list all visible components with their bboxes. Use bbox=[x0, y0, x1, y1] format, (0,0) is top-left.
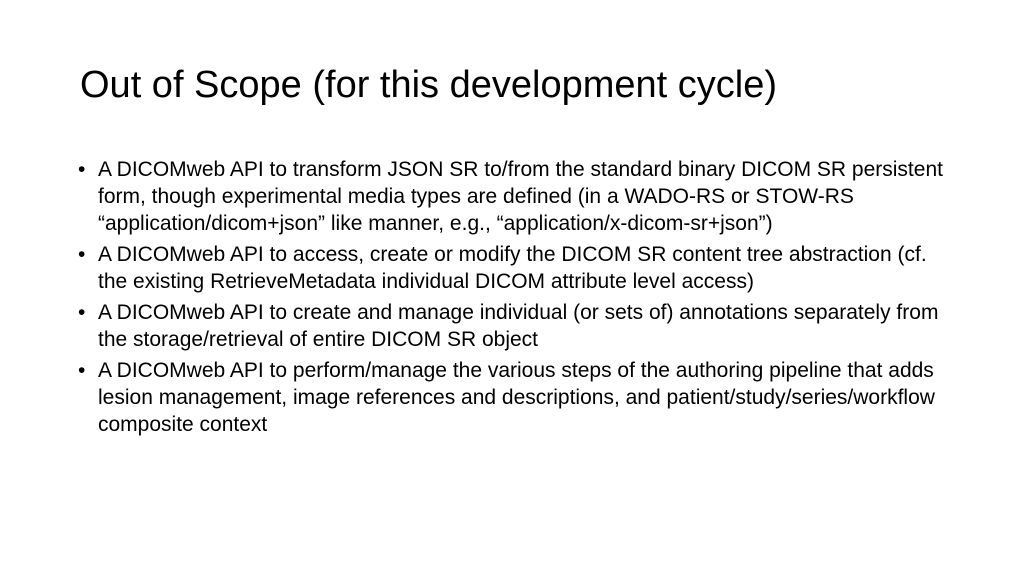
bullet-item bbox=[76, 299, 956, 353]
bullet-item bbox=[76, 241, 956, 295]
bullet-marker: • bbox=[78, 359, 86, 382]
bullet-item bbox=[76, 156, 956, 237]
bullet-item bbox=[76, 357, 956, 438]
bullet-text: A DICOMweb API to access, create or modify the DICOM SR content tree abstraction (cf. the existing RetrieveMetadata individual DICOM attribute level access) bbox=[98, 243, 927, 293]
bullet-marker: • bbox=[78, 301, 86, 324]
bullet-list bbox=[76, 156, 956, 442]
bullet-text: A DICOMweb API to transform JSON SR to/from the standard binary DICOM SR persistent form, though experimental media types are defined (in a WADO-RS or STOW-RS “application/dicom+json” like manner, e.g., “application/x-dicom-sr+json”) bbox=[98, 158, 943, 235]
bullet-text: A DICOMweb API to create and manage individual (or sets of) annotations separately from the storage/retrieval of entire DICOM SR object bbox=[98, 301, 939, 351]
bullet-marker: • bbox=[78, 243, 86, 266]
slide-title: Out of Scope (for this development cycle) bbox=[80, 64, 777, 106]
bullet-marker: • bbox=[78, 158, 86, 181]
bullet-text: A DICOMweb API to perform/manage the various steps of the authoring pipeline that adds lesion management, image references and descriptions, and patient/study/series/workflow composite context bbox=[98, 359, 935, 436]
